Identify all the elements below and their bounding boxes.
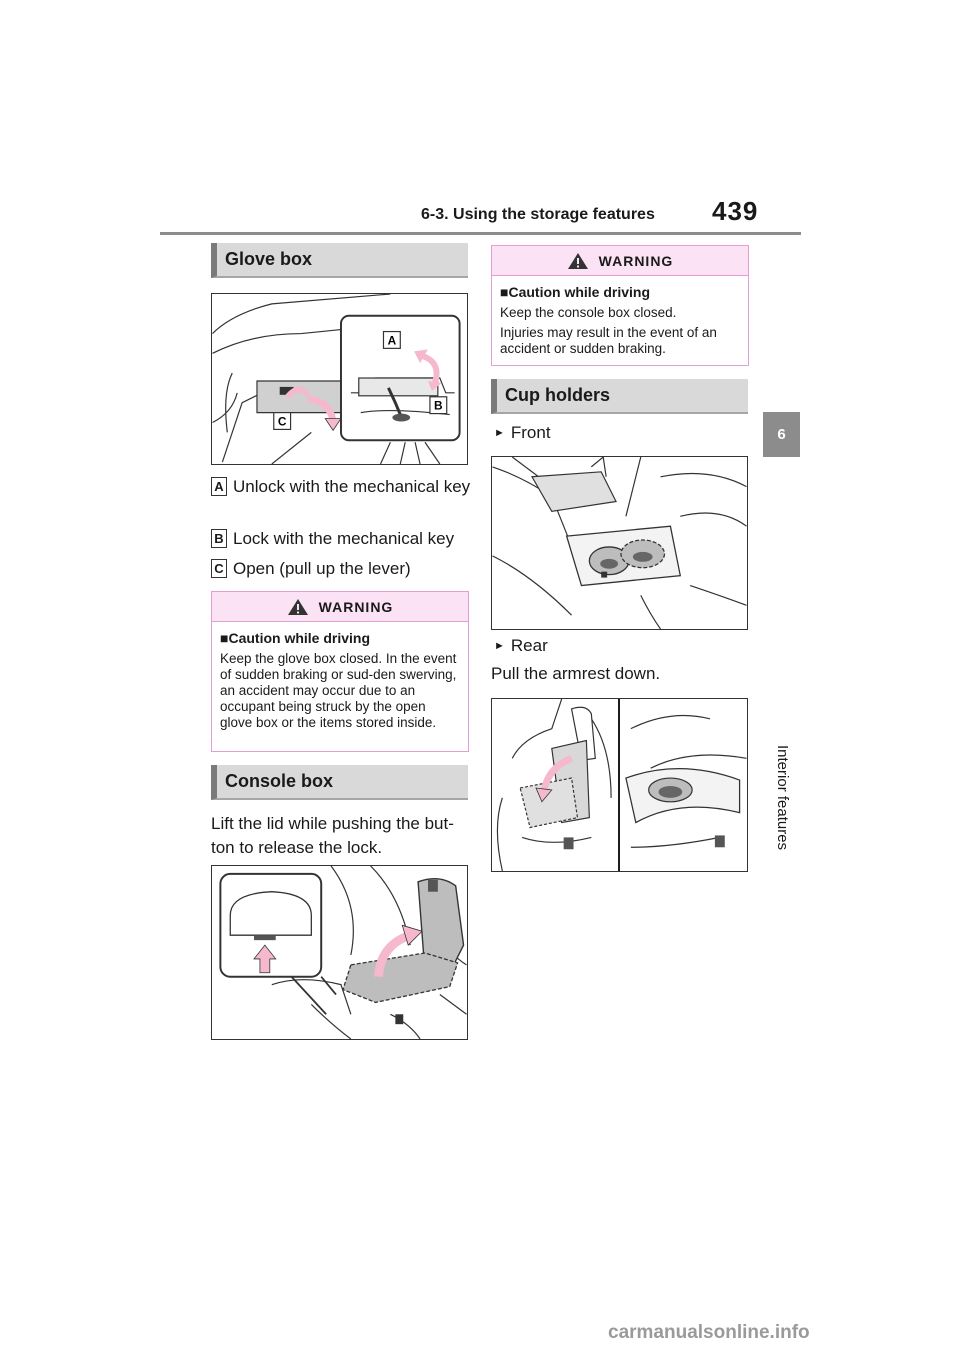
cup-holders-heading: Cup holders (491, 379, 748, 414)
warning-icon (567, 252, 589, 270)
rear-cup-holder-illustration (492, 699, 747, 871)
triangle-bullet-icon: ► (494, 640, 505, 652)
front-label: ► Front (494, 423, 551, 442)
warning-body: Keep the glove box closed. In the event of sudden braking or sud-den swerving, an accident may occur due to an occupant being struck by the open glove box or the items stored inside. (220, 651, 457, 730)
header-rule (160, 232, 801, 235)
warning-title: WARNING (318, 598, 394, 615)
warning-header (492, 246, 748, 276)
section-title: 6-3. Using the storage features (421, 206, 655, 223)
warning-subheading: ■Caution while driving (220, 630, 371, 646)
warning-body: Injuries may result in the event of an accident or sudden braking. (500, 325, 717, 356)
console-box-heading: Console box (211, 765, 468, 800)
legend-item-a (211, 476, 473, 498)
warning-body: Keep the console box closed. (500, 305, 677, 320)
legend-text: Open (pull up the lever) (233, 559, 411, 578)
front-cup-holder-illustration (492, 457, 747, 629)
front-cup-holder-figure (491, 456, 748, 630)
glove-box-figure (211, 293, 468, 465)
glove-box-heading: Glove box (211, 243, 468, 278)
legend-text: Unlock with the mechanical key (233, 477, 471, 496)
chapter-label: Interior features (774, 745, 791, 851)
legend-item-c (211, 558, 473, 580)
console-box-warning (491, 245, 749, 366)
callout-a: A (387, 333, 397, 348)
triangle-bullet-icon: ► (494, 427, 505, 439)
callout-b: B (434, 398, 443, 413)
rear-instruction: Pull the armrest down. (491, 664, 661, 683)
warning-subheading: ■Caution while driving (500, 284, 651, 300)
callout-c: C (277, 414, 287, 429)
rear-label: ► Rear (494, 636, 548, 655)
console-box-instruction: Lift the lid while pushing the but-ton to release the lock. (211, 814, 454, 857)
warning-title: WARNING (598, 252, 674, 269)
legend-badge: B (211, 529, 227, 548)
legend-text: Lock with the mechanical key (233, 529, 455, 548)
glove-box-warning (211, 591, 469, 752)
legend-badge: C (211, 559, 227, 578)
rear-cup-holder-figure (491, 698, 748, 872)
console-box-illustration (212, 866, 467, 1039)
legend-item-b (211, 528, 473, 550)
console-box-figure (211, 865, 468, 1040)
legend-badge: A (211, 477, 227, 496)
watermark: carmanualsonline.info (608, 1322, 810, 1343)
page-number: 439 (712, 196, 759, 226)
glove-box-illustration (212, 294, 467, 464)
warning-header (212, 592, 468, 622)
warning-icon (287, 598, 309, 616)
chapter-tab[interactable]: 6 (763, 412, 800, 457)
